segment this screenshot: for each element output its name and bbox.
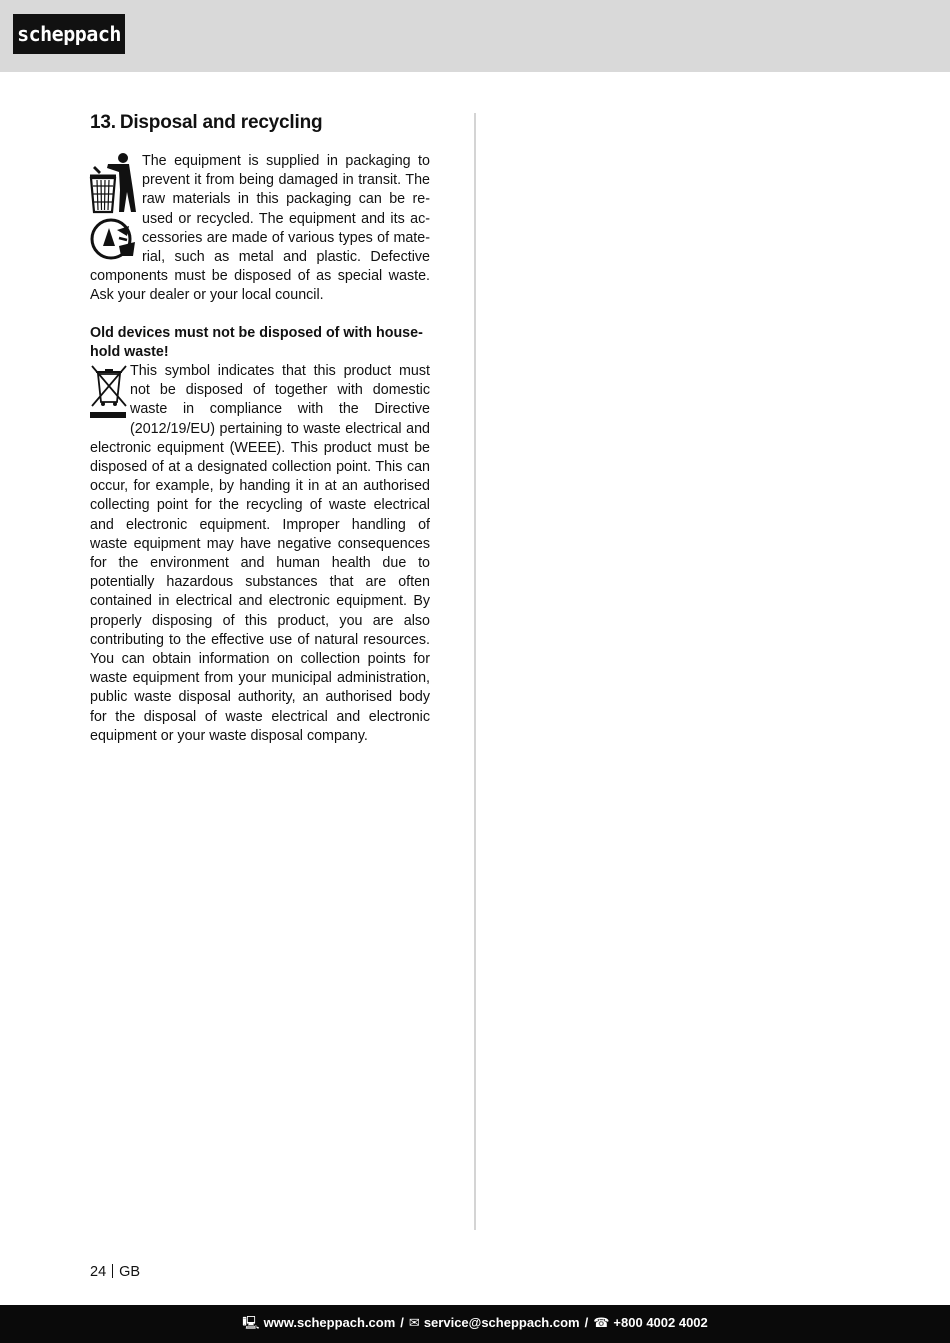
page-number bbox=[90, 1264, 140, 1280]
weee-crossed-bin-icon bbox=[90, 364, 128, 420]
page-number-separator bbox=[112, 1264, 113, 1278]
brand-logo: scheppach bbox=[13, 14, 125, 54]
main-column bbox=[90, 112, 430, 746]
phone-icon: ☎ bbox=[593, 1315, 610, 1330]
footer-separator: / bbox=[400, 1315, 404, 1330]
page-header bbox=[0, 0, 950, 72]
section-number: 13. bbox=[90, 112, 116, 133]
footer-email-link[interactable]: service@scheppach.com bbox=[423, 1315, 580, 1330]
footer-separator: / bbox=[584, 1315, 589, 1330]
section-title-text: Disposal and recycling bbox=[119, 112, 323, 133]
packaging-paragraph: The equipment is supplied in packaging to prevent it from being damaged in transit. The raw materials in this packaging can be reused or recycled. The equipment and its accessories are made of various types of material, such as metal and plastic. Defective components must be disposed of as special waste. Ask your dealer or your local council. bbox=[90, 153, 430, 304]
recycle-icon bbox=[89, 216, 139, 262]
section-title bbox=[90, 112, 430, 134]
household-waste-warning: Old devices must not be disposed of with household waste! bbox=[90, 324, 423, 360]
computer-icon: 🖳 bbox=[242, 1315, 260, 1330]
column-divider bbox=[474, 113, 476, 1230]
footer-website-link[interactable]: www.scheppach.com bbox=[263, 1315, 396, 1330]
mail-icon: ✉ bbox=[408, 1315, 420, 1330]
page-footer bbox=[0, 1305, 950, 1343]
weee-paragraph: This symbol indicates that this product must not be disposed of together with domestic waste in compliance with the Directive (2012/19/EU) pertaining to waste electrical and electronic equipment (WEEE). This product must be disposed of at a designated collection point. This can occur, for example, by handing it in at an authorised collecting point for the recycling of waste electrical and electronic equipment. Improper handling of waste equipment may have negative consequences for the environment and human health due to potentially hazardous substances that are often contained in electrical and electronic equipment. By properly disposing of this product, you are also contributing to the effective use of natural resources. You can obtain information on collection points for waste equipment from your municipal administration, public waste disposal authority, an authorised body for the disposal of waste electrical and electronic equipment or your waste disposal company. bbox=[90, 363, 430, 744]
trash-bin-person-icon bbox=[89, 152, 139, 214]
page-language: GB bbox=[119, 1264, 141, 1280]
footer-phone[interactable]: +800 4002 4002 bbox=[613, 1315, 708, 1330]
page-number-value: 24 bbox=[90, 1264, 107, 1280]
